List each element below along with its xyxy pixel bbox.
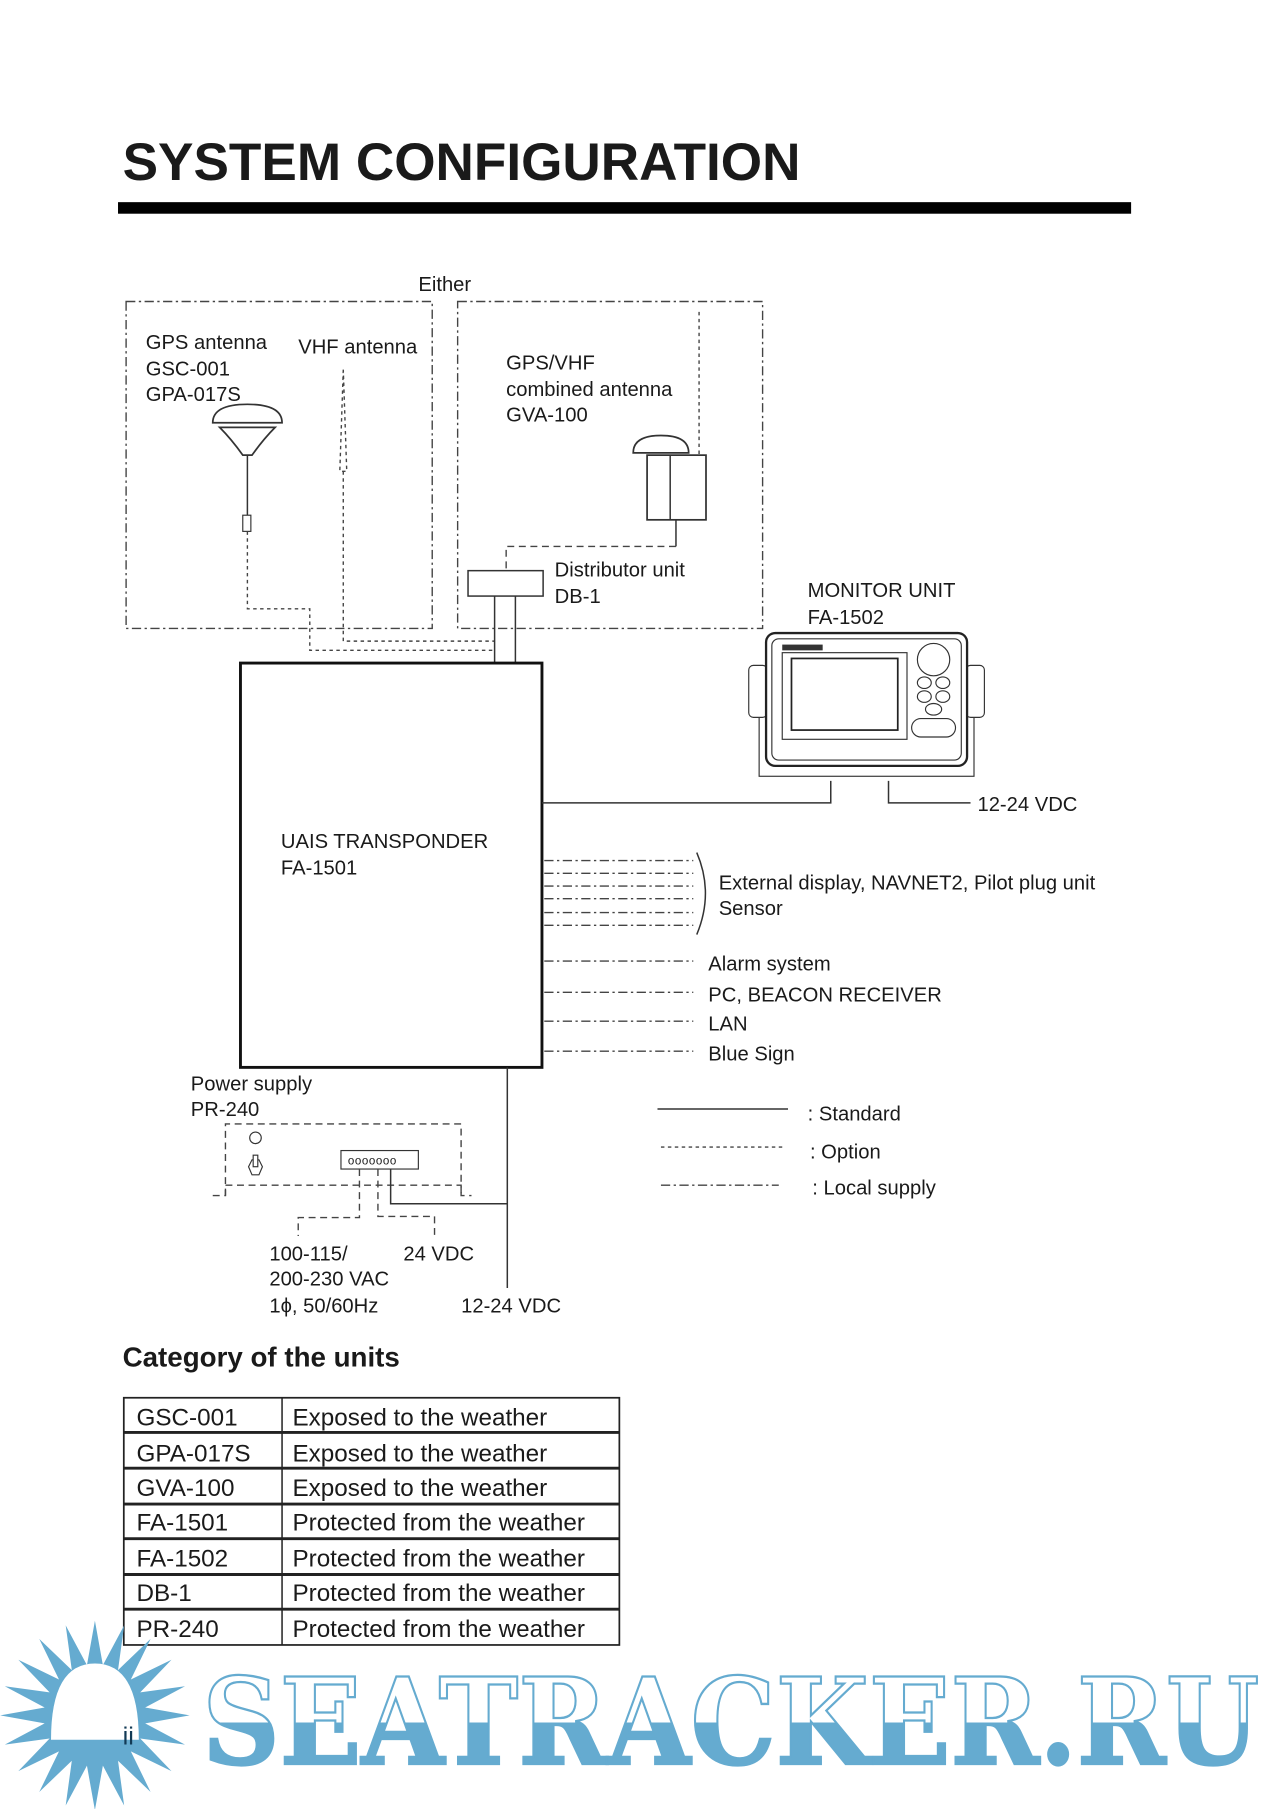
ac-input-label (269, 1243, 389, 1317)
svg-text:FA-1502: FA-1502 (136, 1545, 229, 1573)
svg-text:DB-1: DB-1 (554, 585, 601, 608)
combined-antenna-label (506, 353, 673, 427)
dc-out-label: 12-24 VDC (461, 1295, 562, 1318)
table-row (136, 1404, 547, 1431)
svg-text:Exposed to the weather: Exposed to the weather (292, 1474, 548, 1502)
vhf-antenna-label: VHF antenna (298, 336, 418, 359)
svg-text:FA-1501: FA-1501 (136, 1509, 229, 1537)
vhf-cable (343, 471, 494, 641)
svg-text:PR-240: PR-240 (136, 1615, 219, 1643)
pc-label: PC, BEACON RECEIVER (708, 984, 942, 1007)
vhf-antenna-icon (340, 370, 347, 472)
svg-text:combined antenna: combined antenna (506, 379, 673, 402)
svg-text:External display, NAVNET2, Pil: External display, NAVNET2, Pilot plug unit (718, 872, 1096, 895)
category-table (124, 1398, 620, 1645)
distributor-unit-icon (468, 571, 543, 596)
svg-text:MONITOR UNIT: MONITOR UNIT (807, 580, 956, 603)
svg-text:1ϕ, 50/60Hz: 1ϕ, 50/60Hz (269, 1295, 379, 1318)
distributor-label (555, 559, 686, 608)
blue-sign-label: Blue Sign (708, 1043, 795, 1066)
alarm-label: Alarm system (708, 953, 831, 976)
dc24-cable (378, 1169, 435, 1236)
title-rule (118, 202, 1131, 214)
svg-text:FA-1501: FA-1501 (280, 857, 358, 880)
dc-out-cable (391, 1169, 508, 1204)
svg-text:DB-1: DB-1 (136, 1580, 192, 1608)
power-supply-label (191, 1073, 313, 1120)
dc24-label: 24 VDC (403, 1243, 475, 1266)
svg-text:Exposed to the weather: Exposed to the weather (292, 1404, 548, 1432)
svg-text:GPS antenna: GPS antenna (145, 331, 268, 354)
svg-text:Protected from the weather: Protected from the weather (292, 1545, 585, 1573)
svg-text:UAIS TRANSPONDER: UAIS TRANSPONDER (280, 830, 489, 853)
monitor-cable (542, 781, 831, 803)
watermark-logo (0, 1621, 189, 1809)
gps-antenna-label (146, 332, 268, 406)
watermark-text: SEATRACKER.RU (202, 1651, 1260, 1793)
category-heading: Category of the units (122, 1341, 400, 1373)
svg-text:PR-240: PR-240 (190, 1098, 260, 1121)
ac-cable (298, 1169, 359, 1236)
page-title: SYSTEM CONFIGURATION (122, 133, 801, 193)
combined-antenna-icon (633, 312, 706, 547)
svg-text:Distributor unit: Distributor unit (554, 559, 685, 582)
gps-antenna-icon (213, 404, 282, 531)
table-row (136, 1510, 584, 1537)
svg-text:GPA-017S: GPA-017S (136, 1440, 251, 1468)
svg-text:GSC-001: GSC-001 (136, 1404, 238, 1432)
external-cables (544, 853, 705, 935)
svg-text:GPA-017S: GPA-017S (145, 383, 241, 406)
svg-text:FA-1502: FA-1502 (807, 606, 885, 629)
svg-text:Protected from the weather: Protected from the weather (292, 1580, 585, 1608)
svg-text:GVA-100: GVA-100 (506, 404, 588, 427)
svg-text:: Option: : Option (809, 1141, 881, 1164)
svg-text:GPS/VHF: GPS/VHF (506, 352, 595, 375)
svg-text:ooooooo: ooooooo (347, 1155, 397, 1168)
monitor-label (808, 580, 956, 629)
svg-text:Sensor: Sensor (718, 897, 783, 920)
svg-text:GVA-100: GVA-100 (136, 1474, 235, 1502)
monitor-unit-icon (749, 633, 985, 776)
legend (657, 1104, 936, 1200)
external-label (719, 872, 1096, 919)
monitor-power-label: 12-24 VDC (977, 793, 1078, 816)
table-row (136, 1545, 584, 1572)
svg-text:Exposed to the weather: Exposed to the weather (292, 1440, 548, 1468)
svg-text:Protected from the weather: Protected from the weather (292, 1509, 585, 1537)
svg-text:Protected from the weather: Protected from the weather (292, 1615, 585, 1643)
svg-text:: Standard: : Standard (807, 1103, 901, 1126)
page-number: ii (122, 1722, 134, 1751)
monitor-power-cable (889, 781, 971, 803)
lan-label: LAN (708, 1013, 748, 1036)
svg-text:GSC-001: GSC-001 (145, 358, 230, 381)
table-row (136, 1580, 584, 1607)
svg-text:200-230 VAC: 200-230 VAC (269, 1268, 390, 1291)
svg-text:Power supply: Power supply (190, 1073, 313, 1096)
either-label: Either (418, 274, 472, 297)
power-supply-icon (213, 1124, 472, 1196)
svg-text:100-115/: 100-115/ (269, 1243, 348, 1266)
table-row (136, 1440, 547, 1467)
table-row (136, 1616, 584, 1643)
svg-text:: Local supply: : Local supply (812, 1177, 936, 1200)
table-row (136, 1475, 547, 1502)
